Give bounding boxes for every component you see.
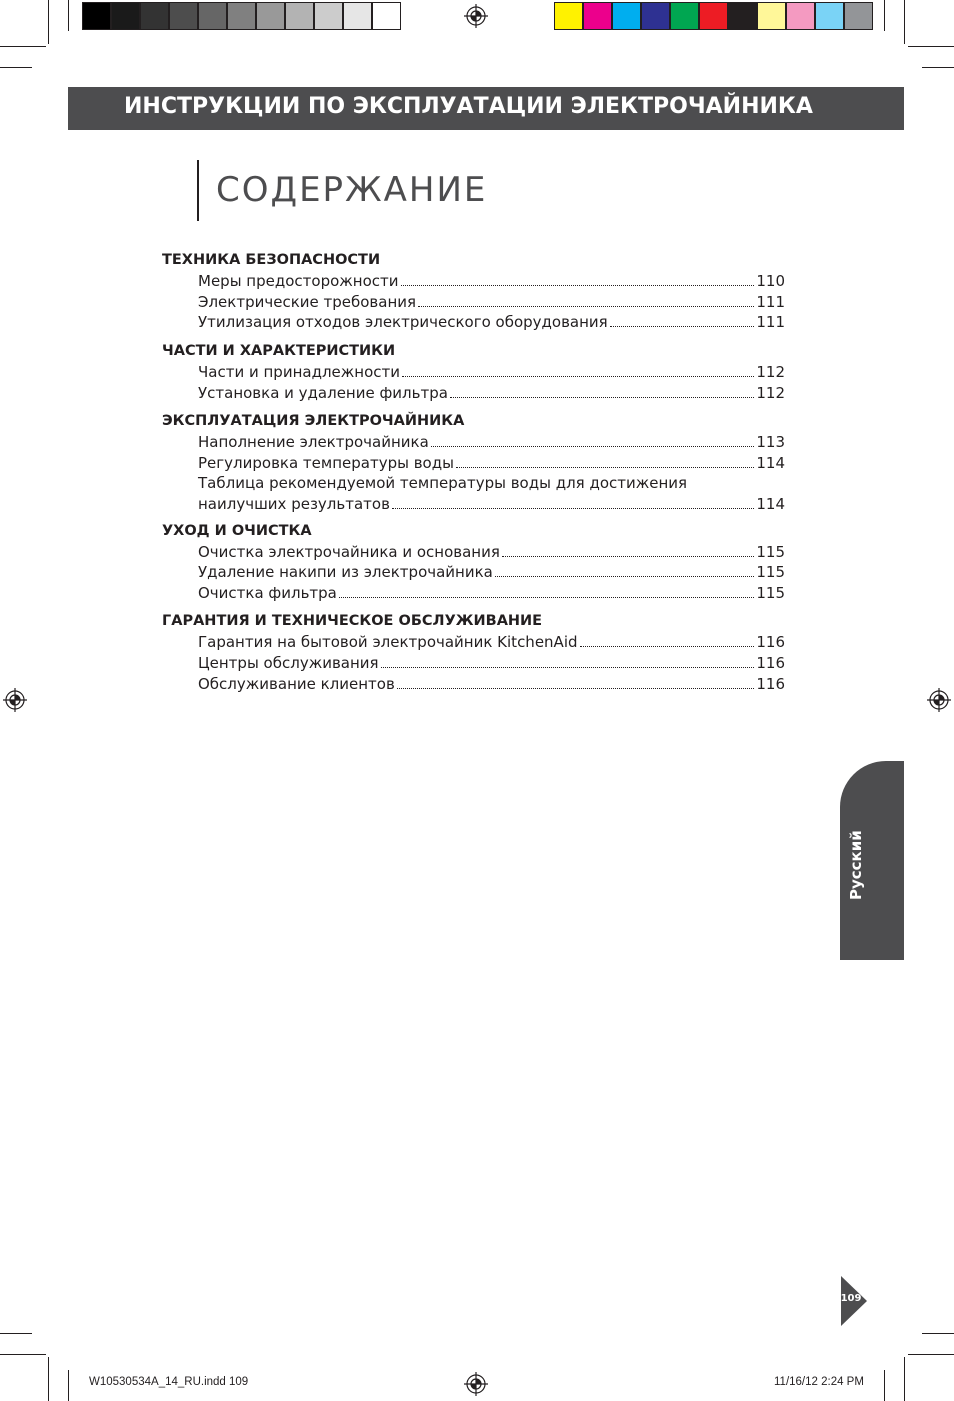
toc-entry-page: 115: [756, 563, 785, 581]
toc-entry-label: Центры обслуживания: [198, 654, 379, 672]
toc-entry-label: наилучших результатов: [198, 495, 390, 513]
toc-entry-page: 115: [756, 584, 785, 602]
file-slug: W10530534A_14_RU.indd 109: [89, 1376, 249, 1388]
section-heading: ЭКСПЛУАТАЦИЯ ЭЛЕКТРОЧАЙНИКА: [162, 413, 465, 429]
color-swatch: [757, 2, 786, 30]
header-bar: [68, 87, 904, 130]
section-heading: УХОД И ОЧИСТКА: [162, 523, 312, 539]
toc-entry-page: 116: [756, 675, 785, 693]
toc-entry-page: 113: [756, 433, 785, 451]
dot-leader: [418, 306, 754, 307]
color-swatch: [815, 2, 844, 30]
toc-entry-page: 115: [756, 543, 785, 561]
dot-leader: [401, 285, 755, 286]
toc-entry[interactable]: [198, 384, 785, 405]
toc-entry-page: 114: [756, 495, 785, 513]
header-title: ИНСТРУКЦИИ ПО ЭКСПЛУАТАЦИИ ЭЛЕКТРОЧАЙНИКА: [124, 94, 813, 119]
toc-title-divider: [197, 160, 199, 221]
registration-mark-icon: [464, 1372, 488, 1396]
toc-entry-page: 116: [756, 633, 785, 651]
toc-entry-label-line1[interactable]: Таблица рекомендуемой температуры воды для достижения: [198, 474, 688, 492]
color-swatch: [670, 2, 699, 30]
color-swatch: [554, 2, 583, 30]
dot-leader: [456, 467, 754, 468]
page-number: 109: [840, 1293, 862, 1304]
toc-entry-label: Регулировка температуры воды: [198, 454, 454, 472]
toc-entry-label: Утилизация отходов электрического оборудования: [198, 313, 608, 331]
toc-entry-label: Электрические требования: [198, 293, 417, 311]
dot-leader: [397, 688, 755, 689]
toc-entry[interactable]: [198, 313, 785, 334]
toc-entry-page: 114: [756, 454, 785, 472]
toc-entry[interactable]: [198, 495, 785, 516]
dot-leader: [339, 597, 754, 598]
dot-leader: [502, 556, 754, 557]
dot-leader: [495, 576, 755, 577]
toc-entry[interactable]: [198, 272, 785, 293]
toc-entry-page: 112: [756, 363, 785, 381]
dot-leader: [402, 376, 754, 377]
color-swatch: [699, 2, 728, 30]
toc-entry-label: Гарантия на бытовой электрочайник KitchenAid: [198, 633, 578, 651]
toc-entry-label: Части и принадлежности: [198, 363, 400, 381]
registration-mark-icon: [927, 688, 951, 712]
toc-entry-label: Обслуживание клиентов: [198, 675, 395, 693]
section-heading: ТЕХНИКА БЕЗОПАСНОСТИ: [162, 252, 381, 268]
toc-entry[interactable]: [198, 654, 785, 675]
toc-entry-page: 116: [756, 654, 785, 672]
toc-entry-label: Удаление накипи из электрочайника: [198, 563, 493, 581]
toc-entry[interactable]: [198, 293, 785, 314]
toc-entry[interactable]: [198, 675, 785, 696]
toc-entry[interactable]: [198, 454, 785, 475]
registration-mark-icon: [3, 688, 27, 712]
color-swatch: [641, 2, 670, 30]
toc-entry-label: Наполнение электрочайника: [198, 433, 429, 451]
color-swatch: [612, 2, 641, 30]
language-tab-label: Русский: [847, 830, 865, 900]
color-swatch: [583, 2, 612, 30]
dot-leader: [450, 397, 754, 398]
dot-leader: [610, 326, 755, 327]
toc-entry[interactable]: [198, 563, 785, 584]
section-heading: ЧАСТИ И ХАРАКТЕРИСТИКИ: [162, 343, 396, 359]
section-heading: ГАРАНТИЯ И ТЕХНИЧЕСКОЕ ОБСЛУЖИВАНИЕ: [162, 613, 543, 629]
toc-entry-page: 111: [756, 313, 785, 331]
toc-entry-label: Очистка электрочайника и основания: [198, 543, 500, 561]
toc-entry[interactable]: [198, 584, 785, 605]
toc-entry-label: Установка и удаление фильтра: [198, 384, 448, 402]
dot-leader: [431, 446, 755, 447]
toc-entry-label: Меры предосторожности: [198, 272, 399, 290]
color-swatch: [844, 2, 873, 30]
color-swatch: [786, 2, 815, 30]
toc-entry-page: 112: [756, 384, 785, 402]
color-swatch: [728, 2, 757, 30]
toc-entry[interactable]: [198, 433, 785, 454]
toc-entry-page: 111: [756, 293, 785, 311]
dot-leader: [580, 646, 755, 647]
date-slug: 11/16/12 2:24 PM: [774, 1376, 864, 1388]
dot-leader: [392, 508, 754, 509]
dot-leader: [381, 667, 755, 668]
toc-entry[interactable]: [198, 543, 785, 564]
toc-entry-label: Очистка фильтра: [198, 584, 337, 602]
toc-entry[interactable]: [198, 633, 785, 654]
toc-entry-page: 110: [756, 272, 785, 290]
toc-entry[interactable]: [198, 363, 785, 384]
page-title: СОДЕРЖАНИЕ: [216, 170, 488, 210]
registration-mark-icon: [464, 4, 488, 28]
